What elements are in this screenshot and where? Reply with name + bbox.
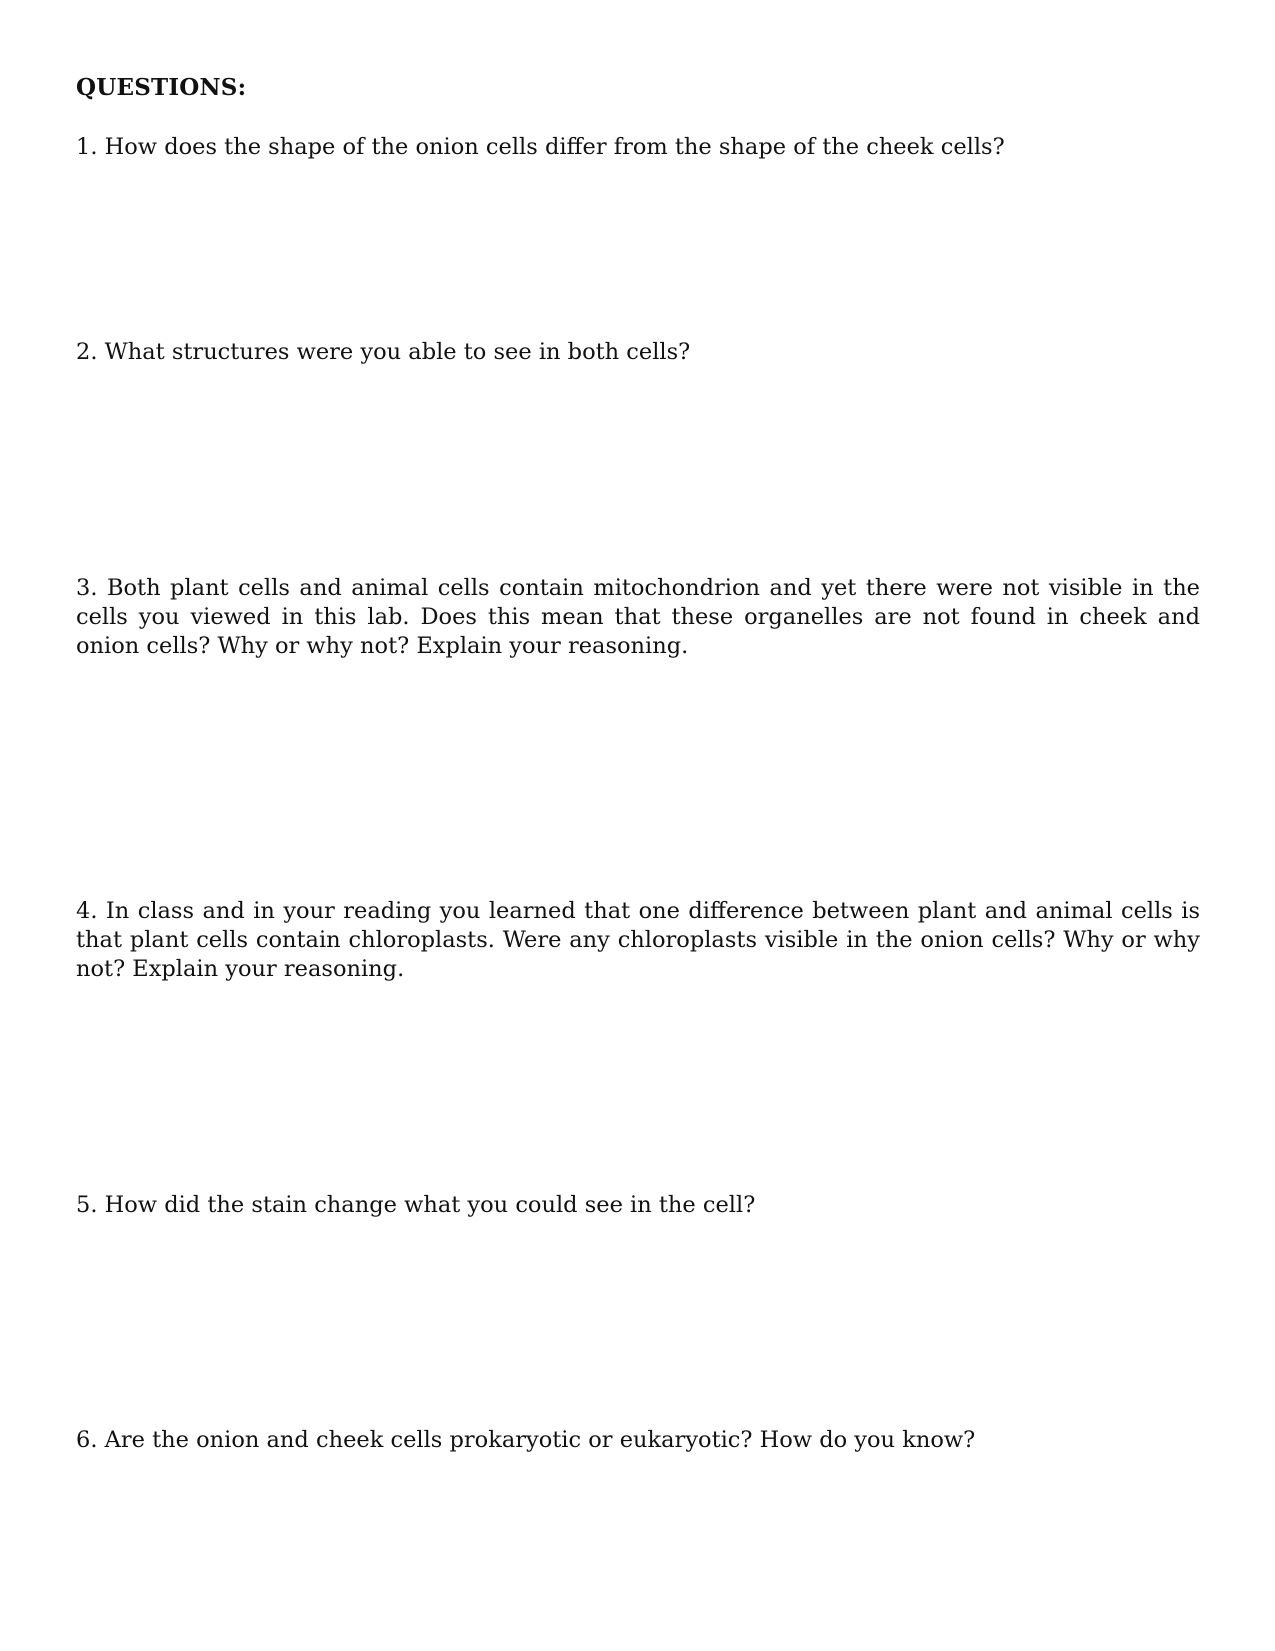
question-4: 4. In class and in your reading you learned that one difference between plant and animal cells is that plant cells contain chloroplasts. Were any chloroplasts visible in the onion cells? Why or why not? Explain your reasoning. xyxy=(76,898,1200,982)
question-2: 2. What structures were you able to see in both cells? xyxy=(76,339,691,365)
question-6: 6. Are the onion and cheek cells prokaryotic or eukaryotic? How do you know? xyxy=(76,1427,976,1453)
question-1: 1. How does the shape of the onion cells differ from the shape of the cheek cells? xyxy=(76,134,1005,160)
questions-heading: QUESTIONS: xyxy=(76,74,247,101)
question-5: 5. How did the stain change what you could see in the cell? xyxy=(76,1192,756,1218)
question-3: 3. Both plant cells and animal cells contain mitochondrion and yet there were not visible in the cells you viewed in this lab. Does this mean that these organelles are not found in cheek and onion cells? Why or why not? Explain your reasoning. xyxy=(76,575,1200,659)
